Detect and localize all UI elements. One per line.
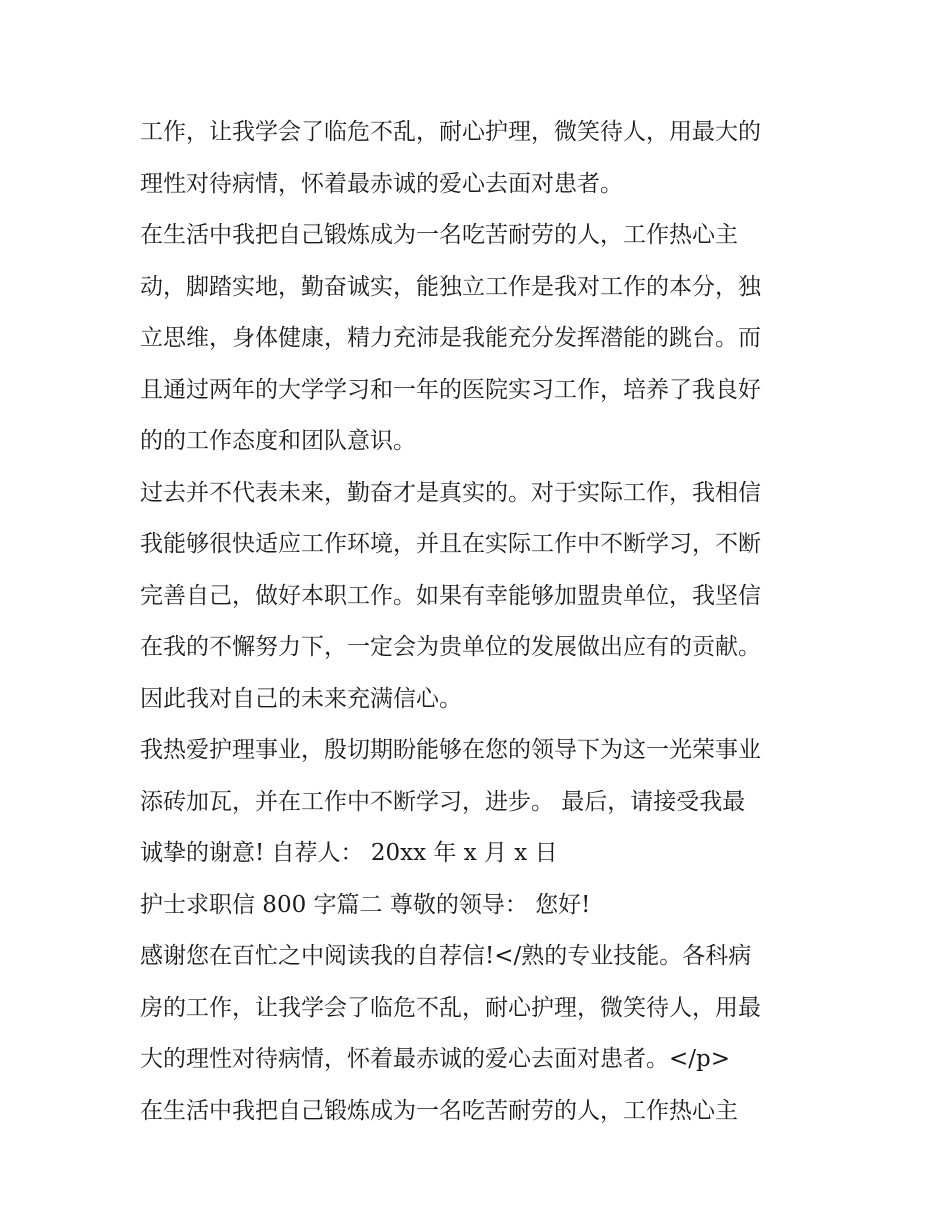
text-line: 在生活中我把自己锻炼成为一名吃苦耐劳的人，工作热心主 [140, 222, 738, 248]
text-line: 在生活中我把自己锻炼成为一名吃苦耐劳的人，工作热心主 [140, 1097, 738, 1124]
text-line: 大的理性对待病情，怀着最赤诚的爱心去面对患者。</p> [140, 1046, 731, 1072]
text-line: 我热爱护理事业，殷切期盼能够在您的领导下为这一光荣事业 [140, 737, 761, 763]
section-heading: 护士求职信 800 字篇二 尊敬的领导： 您好! [140, 891, 591, 918]
text-line: 添砖加瓦，并在工作中不断学习，进步。 最后，请接受我最 [140, 788, 746, 815]
text-line: 我能够很快适应工作环境，并且在实际工作中不断学习，不断 [140, 531, 761, 557]
text-line: 动，脚踏实地，勤奋诚实，能独立工作是我对工作的本分，独 [140, 273, 761, 300]
signature-line: 诚挚的谢意! 自荐人： 20xx 年 x 月 x 日 [140, 840, 558, 866]
text-line: 工作，让我学会了临危不乱，耐心护理，微笑待人，用最大的 [140, 119, 761, 145]
text-line: 过去并不代表未来，勤奋才是真实的。对于实际工作，我相信 [140, 479, 761, 506]
text-line: 感谢您在百忙之中阅读我的自荐信!</熟的专业技能。各科病 [140, 943, 752, 969]
text-line: 的的工作态度和团队意识。 [140, 428, 416, 454]
text-line: 在我的不懈努力下，一定会为贵单位的发展做出应有的贡献。 [140, 634, 761, 660]
text-line: 房的工作，让我学会了临危不乱，耐心护理，微笑待人，用最 [140, 994, 761, 1021]
text-line: 且通过两年的大学学习和一年的医院实习工作，培养了我良好 [140, 376, 761, 403]
text-line: 立思维，身体健康，精力充沛是我能充分发挥潜能的跳台。而 [140, 325, 761, 351]
text-line: 理性对待病情，怀着最赤诚的爱心去面对患者。 [140, 170, 623, 197]
text-line: 因此我对自己的未来充满信心。 [140, 685, 462, 712]
text-column [140, 107, 830, 1137]
text-line: 完善自己，做好本职工作。如果有幸能够加盟贵单位，我坚信 [140, 582, 761, 609]
